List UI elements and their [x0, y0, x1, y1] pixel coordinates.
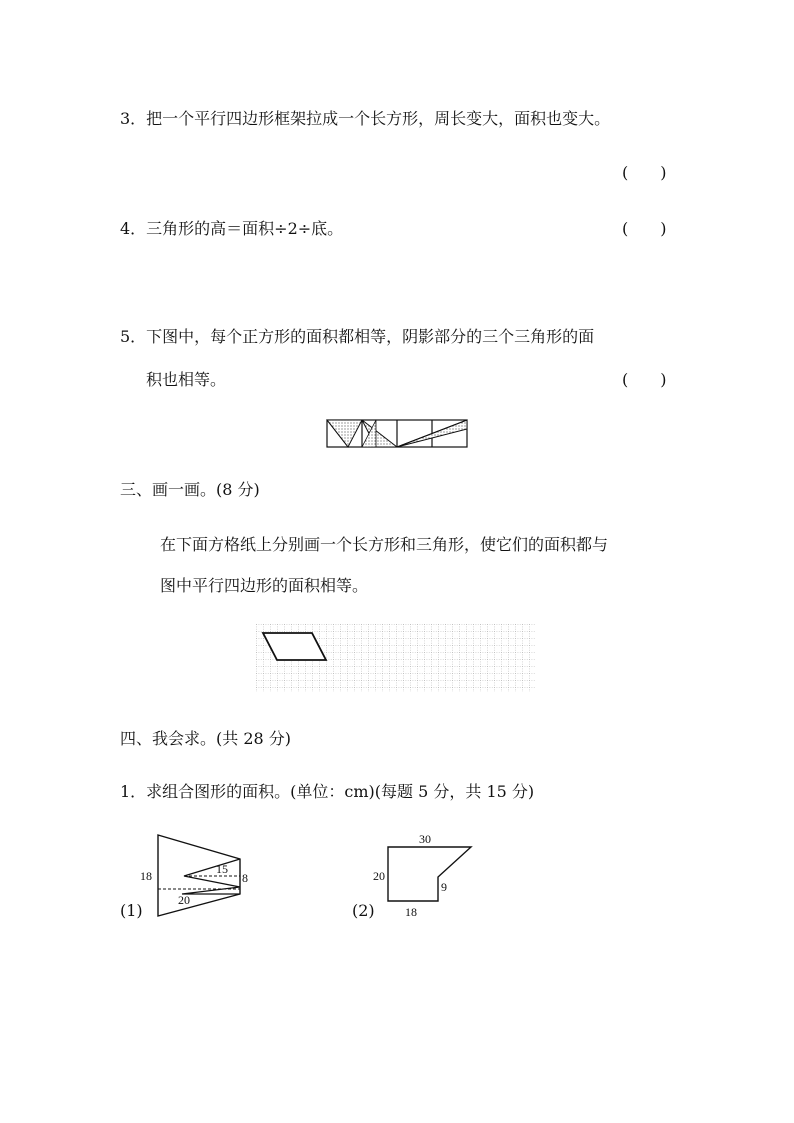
- dim-label-15: 15: [216, 862, 228, 876]
- question-3-text: 3．把一个平行四边形框架拉成一个长方形，周长变大，面积也变大。: [120, 109, 611, 128]
- squares-triangles-figure: [326, 419, 470, 449]
- composite-figure-1: [138, 832, 258, 922]
- section-3-heading: 三、画一画。(8 分): [120, 480, 260, 499]
- section-3-instruction-line1: 在下面方格纸上分别画一个长方形和三角形，使它们的面积都与: [160, 535, 609, 554]
- dim-label-9: 9: [441, 880, 447, 894]
- question-5-text-line2: 积也相等。: [146, 370, 227, 389]
- question-5-text-line1: 5．下图中，每个正方形的面积都相等，阴影部分的三个三角形的面: [120, 327, 595, 346]
- composite-figure-2: [370, 830, 480, 922]
- figure-2-label: (2): [352, 901, 375, 920]
- dim-label-20: 20: [178, 893, 190, 907]
- dim-label-30: 30: [419, 832, 431, 846]
- question-4-answer-blank[interactable]: ( ): [622, 219, 667, 238]
- dim-label-18: 18: [405, 905, 417, 919]
- section-3-instruction-line2: 图中平行四边形的面积相等。: [160, 576, 369, 595]
- section-4-question-1: 1．求组合图形的面积。(单位：cm)(每题 5 分，共 15 分): [120, 782, 535, 801]
- figure-1-label: (1): [120, 901, 143, 920]
- dim-label-18: 18: [140, 869, 152, 883]
- question-3-answer-blank[interactable]: ( ): [622, 163, 667, 182]
- dim-label-20: 20: [373, 869, 385, 883]
- section-4-heading: 四、我会求。(共 28 分): [120, 729, 292, 748]
- question-5-answer-blank[interactable]: ( ): [622, 370, 667, 389]
- dot-grid-paper[interactable]: [256, 624, 536, 692]
- question-4-text: 4．三角形的高＝面积÷2÷底。: [120, 219, 344, 238]
- dim-label-8: 8: [242, 871, 248, 885]
